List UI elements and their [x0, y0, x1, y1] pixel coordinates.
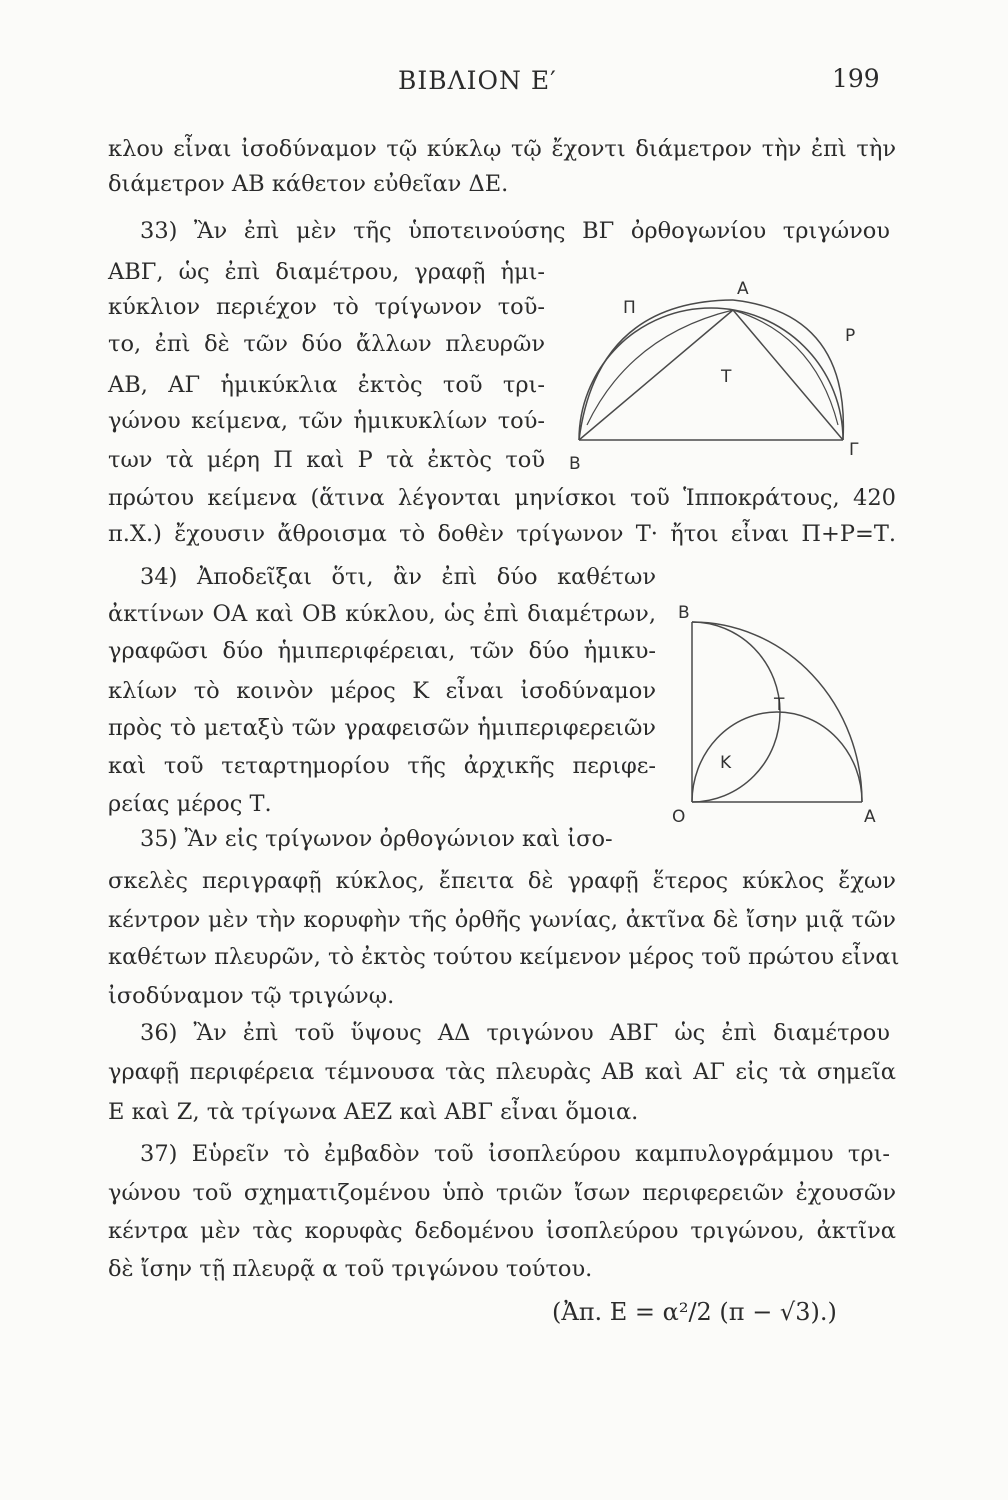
figure-lunes-of-hippocrates [545, 255, 890, 475]
text-line: ΑΒ, ΑΓ ἡμικύκλια ἐκτὸς τοῦ τρι- [108, 372, 545, 398]
text-line: γώνου κείμενα, τῶν ἡμικυκλίων τού- [108, 408, 545, 434]
text-line: διάμετρον ΑΒ κάθετον εὐθεῖαν ΔΕ. [108, 171, 509, 197]
line-ab [579, 310, 733, 440]
figure-quadrant-semicircles [668, 600, 888, 830]
text-line: ρείας μέρος Τ. [108, 791, 272, 817]
text-line: Ε καὶ Ζ, τὰ τρίγωνα ΑΕΖ καὶ ΑΒΓ εἶναι ὅμοια. [108, 1099, 639, 1125]
text-line: καὶ τοῦ τεταρτημορίου τῆς ἀρχικῆς περιφε- [108, 753, 656, 779]
semicircle-on-oa [692, 712, 862, 802]
problem-33-first-line: 33) Ἂν ἐπὶ μὲν τῆς ὑποτεινούσης ΒΓ ὀρθογωνίου τριγώνου [140, 218, 890, 244]
semicircle-ac [733, 300, 843, 440]
answer-formula: (Ἀπ. Ε = α²/2 (π − √3).) [552, 1298, 837, 1326]
label-rho: Ρ [845, 326, 856, 346]
text-line: γραφῶσι δύο ἡμιπεριφέρειαι, τῶν δύο ἡμικυ- [108, 638, 656, 664]
text-line: πρώτου κείμενα (ἅτινα λέγονται μηνίσκοι τοῦ Ἱπποκράτους, 420 [108, 485, 896, 511]
label-tau: Τ [721, 367, 732, 387]
text-line: κλίων τὸ κοινὸν μέρος Κ εἶναι ἰσοδύναμον [108, 678, 656, 704]
problem-37-first-line: 37) Εὑρεῖν τὸ ἐμβαδὸν τοῦ ἰσοπλεύρου καμπυλογράμμου τρι- [140, 1141, 890, 1167]
semicircle-ab [579, 300, 733, 440]
text-line: σκελὲς περιγραφῇ κύκλος, ἔπειτα δὲ γραφῇ ἕτερος κύκλος ἔχων [108, 868, 896, 894]
text-line: ΑΒΓ, ὡς ἐπὶ διαμέτρου, γραφῇ ἡμι- [108, 259, 545, 285]
label-beta: Β [678, 603, 690, 623]
text-line: το, ἐπὶ δὲ τῶν δύο ἄλλων πλευρῶν [108, 331, 545, 357]
label-alpha: Α [737, 279, 749, 299]
text-line: γραφῇ περιφέρεια τέμνουσα τὰς πλευρὰς ΑΒ καὶ ΑΓ εἰς τὰ σημεῖα [108, 1059, 896, 1085]
running-header-title: ΒΙΒΛΙΟΝ Ε′ [398, 66, 557, 95]
problem-35-first-line: 35) Ἂν εἰς τρίγωνον ὀρθογώνιον καὶ ἰσο- [140, 826, 613, 852]
label-gamma: Γ [849, 440, 859, 460]
arc-inner-left [587, 310, 733, 425]
text-line: ἀκτίνων ΟΑ καὶ ΟΒ κύκλου, ὡς ἐπὶ διαμέτρων, [108, 601, 656, 627]
text-line: κλου εἶναι ἰσοδύναμον τῷ κύκλῳ τῷ ἔχοντι διάμετρον τὴν ἐπὶ τὴν [108, 136, 896, 162]
label-beta: Β [569, 454, 581, 474]
text-line: πρὸς τὸ μεταξὺ τῶν γραφεισῶν ἡμιπεριφερειῶν [108, 715, 656, 741]
text-line: ἰσοδύναμον τῷ τριγώνῳ. [108, 983, 395, 1009]
text-line: των τὰ μέρη Π καὶ Ρ τὰ ἐκτὸς τοῦ [108, 447, 545, 473]
text-line: κέντρα μὲν τὰς κορυφὰς δεδομένου ἰσοπλεύρου τριγώνου, ἀκτῖνα [108, 1218, 896, 1244]
problem-36-first-line: 36) Ἂν ἐπὶ τοῦ ὕψους ΑΔ τριγώνου ΑΒΓ ὡς ἐπὶ διαμέτρου [140, 1020, 890, 1046]
text-line: κέντρον μὲν τὴν κορυφὴν τῆς ὀρθῆς γωνίας, ἀκτῖνα δὲ ἴσην μιᾷ τῶν [108, 907, 896, 933]
label-omicron: Ο [672, 807, 686, 827]
label-kappa: Κ [720, 753, 732, 773]
text-line: π.Χ.) ἔχουσιν ἄθροισμα τὸ δοθὲν τρίγωνον Τ· ἤτοι εἶναι Π+Ρ=Τ. [108, 521, 896, 547]
page-number: 199 [832, 64, 880, 93]
label-alpha: Α [864, 807, 876, 827]
text-line: γώνου τοῦ σχηματιζομένου ὑπὸ τριῶν ἴσων περιφερειῶν ἐχουσῶν [108, 1180, 896, 1206]
label-tau: Τ [774, 695, 785, 715]
text-line: δὲ ἴσην τῇ πλευρᾷ α τοῦ τριγώνου τούτου. [108, 1256, 593, 1282]
label-pi: Π [623, 298, 636, 318]
problem-34-first-line: 34) Ἀποδεῖξαι ὅτι, ἂν ἐπὶ δύο καθέτων [140, 564, 656, 590]
text-line: καθέτων πλευρῶν, τὸ ἐκτὸς τούτου κείμενον μέρος τοῦ πρώτου εἶναι [108, 944, 900, 970]
arc-inner-right [733, 310, 838, 425]
text-line: κύκλιον περιέχον τὸ τρίγωνον τοῦ- [108, 294, 545, 320]
